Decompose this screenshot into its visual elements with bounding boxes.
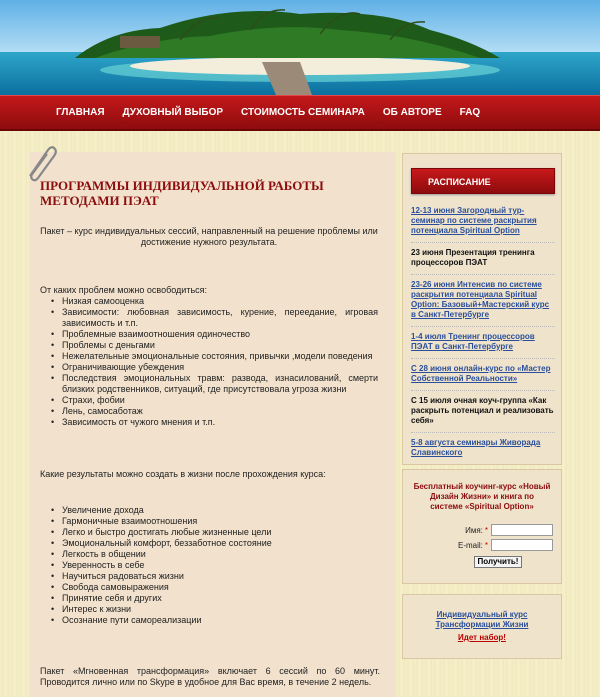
- package-description: Пакет «Мгновенная трансформация» включает 6 сессий по 60 минут. Проводится лично или по Skype в удобное для Вас время, в течение 2 недель.: [40, 666, 380, 687]
- schedule-list: [411, 206, 555, 458]
- promo-text: Бесплатный коучинг-курс «Новый Дизайн Жизни» и книга по системе «Spiritual Option»: [413, 482, 551, 511]
- island-banner-image: [0, 0, 600, 95]
- main-nav: [0, 95, 600, 131]
- schedule-item: [411, 280, 555, 320]
- schedule-link[interactable]: С 28 июня онлайн-курс по «Мастер Собственной Реальности»: [411, 364, 551, 383]
- schedule-item: [411, 364, 555, 384]
- list-item: • Страхи, фобии: [40, 395, 378, 406]
- course-panel: [402, 594, 562, 659]
- name-label: Имя:: [465, 525, 483, 535]
- schedule-item: [411, 438, 555, 458]
- schedule-item: [411, 206, 555, 236]
- paperclip-icon: [22, 142, 58, 182]
- results-list: [40, 505, 378, 626]
- nav-item-home[interactable]: ГЛАВНАЯ: [56, 107, 105, 118]
- course-link[interactable]: Индивидуальный курс Трансформации Жизни: [435, 610, 529, 629]
- schedule-link[interactable]: 1-4 июля Тренинг процессоров ПЭАТ в Санкт-Петербурге: [411, 332, 535, 351]
- list-item: • Интерес к жизни: [40, 604, 378, 615]
- schedule-item: 23 июня Презентация тренинга процессоров ПЭАТ: [411, 248, 535, 267]
- schedule-panel: [402, 153, 562, 465]
- problems-list: [40, 296, 378, 428]
- list-item: • Легкость в общении: [40, 549, 378, 560]
- list-item: • Зависимость от чужого мнения и т.п.: [40, 417, 378, 428]
- name-field[interactable]: [491, 524, 553, 536]
- list-item: • Ограничивающие убеждения: [40, 362, 378, 373]
- list-item: • Последствия эмоциональных травм: развода, изнасилований, смерти близких родственников, ситуаций, где присутствовала угроза жизни: [40, 373, 378, 395]
- submit-button[interactable]: Получить!: [474, 556, 523, 568]
- email-field[interactable]: [491, 539, 553, 551]
- list-item: • Эмоциональный комфорт, беззаботное состояние: [40, 538, 378, 549]
- nav-list: [0, 96, 600, 129]
- list-item: • Осознание пути самореализации: [40, 615, 378, 626]
- list-item: • Гармоничные взаимоотношения: [40, 516, 378, 527]
- list-item: • Лень, самосаботаж: [40, 406, 378, 417]
- results-heading: Какие результаты можно создать в жизни после прохождения курса:: [40, 469, 326, 479]
- list-item: • Уверенность в себе: [40, 560, 378, 571]
- required-mark: *: [484, 540, 488, 550]
- required-mark: *: [484, 525, 488, 535]
- list-item: • Свобода самовыражения: [40, 582, 378, 593]
- nav-item-spiritual-choice[interactable]: ДУХОВНЫЙ ВЫБОР: [122, 107, 224, 118]
- signup-panel: [402, 469, 562, 584]
- schedule-link[interactable]: 5-8 августа семинары Живорада Славинского: [411, 438, 541, 457]
- signup-form: [423, 524, 553, 568]
- intro-text: Пакет – курс индивидуальных сессий, направленный на решение проблемы или достижение нужного результата.: [40, 226, 378, 247]
- nav-item-seminar-cost[interactable]: СТОИМОСТЬ СЕМИНАРА: [241, 107, 365, 118]
- list-item: • Зависимости: любовная зависимость, курение, переедание, игровая зависимость и т.п.: [40, 307, 378, 329]
- header-banner: [0, 0, 600, 95]
- recruiting-link[interactable]: Идет набор!: [458, 633, 506, 642]
- schedule-item: [411, 332, 555, 352]
- list-item: • Проблемные взаимоотношения одиночество: [40, 329, 378, 340]
- schedule-link[interactable]: 23-26 июня Интенсив по системе раскрытия потенциала Spiritual Option: Базовый+Мастерский курс в Санкт-Петербурге: [411, 280, 550, 319]
- page-title: ПРОГРАММЫ ИНДИВИДУАЛЬНОЙ РАБОТЫ МЕТОДАМИ ПЭАТ: [40, 178, 324, 208]
- list-item: • Легко и быстро достигать любые жизненные цели: [40, 527, 378, 538]
- problems-heading: От каких проблем можно освободиться:: [40, 285, 208, 295]
- list-item: • Нежелательные эмоциональные состояния, привычки ,модели поведения: [40, 351, 378, 362]
- list-item: • Принятие себя и других: [40, 593, 378, 604]
- schedule-item: С 15 июля очная коуч-группа «Как раскрыть потенциал и реализовать себя»: [411, 396, 554, 425]
- email-label: E-mail:: [457, 540, 483, 550]
- nav-item-about-author[interactable]: ОБ АВТОРЕ: [382, 107, 442, 118]
- schedule-link[interactable]: 12-13 июня Загородный тур-семинар по системе раскрытия потенциала Spiritual Option: [411, 206, 537, 235]
- list-item: • Увеличение дохода: [40, 505, 378, 516]
- list-item: • Низкая самооценка: [40, 296, 378, 307]
- nav-item-faq[interactable]: FAQ: [459, 107, 481, 118]
- schedule-button[interactable]: РАСПИСАНИЕ: [411, 168, 555, 194]
- list-item: • Проблемы с деньгами: [40, 340, 378, 351]
- list-item: • Научиться радоваться жизни: [40, 571, 378, 582]
